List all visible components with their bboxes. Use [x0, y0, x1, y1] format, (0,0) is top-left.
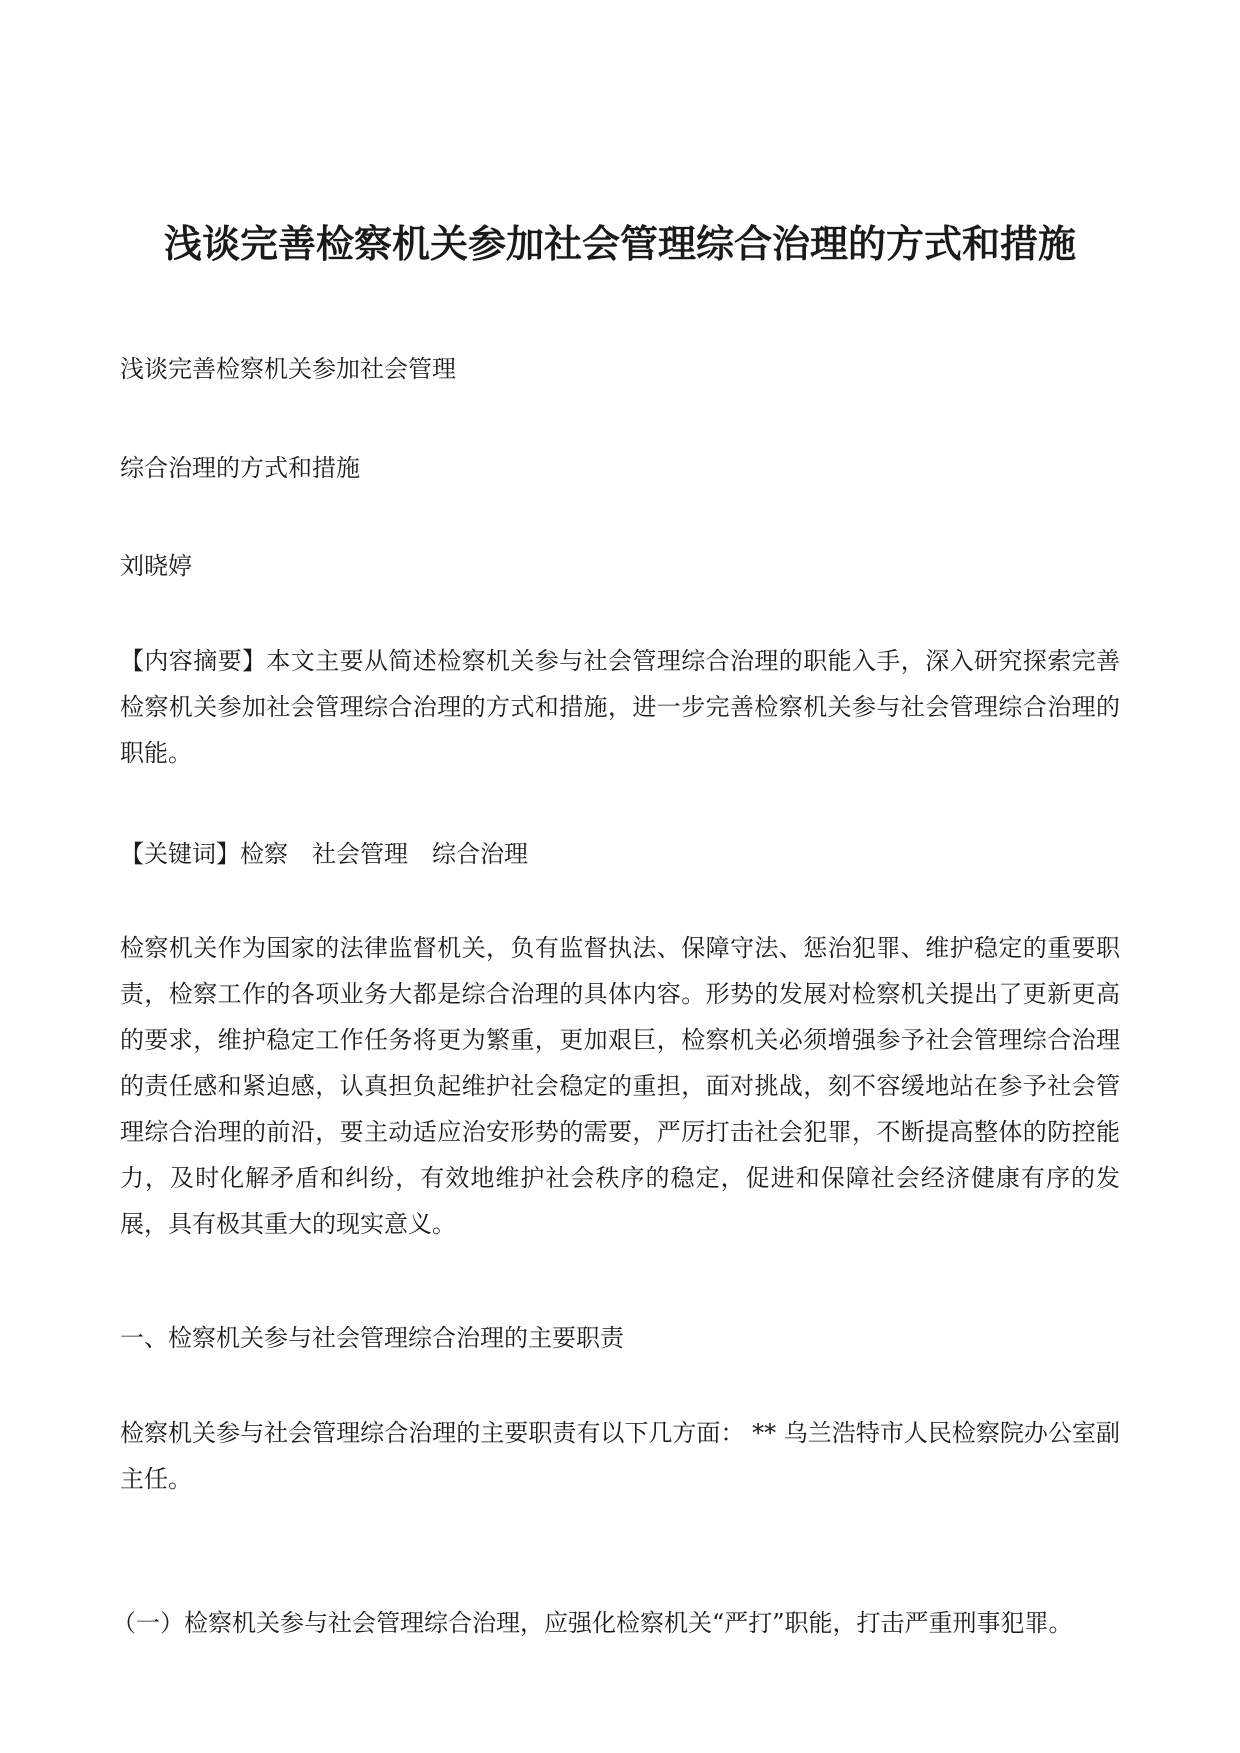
intro-paragraph: 检察机关作为国家的法律监督机关，负有监督执法、保障守法、惩治犯罪、维护稳定的重要职责，检察工作的各项业务大都是综合治理的具体内容。形势的发展对检察机关提出了更新更高的要求，维护稳定工作任务将更为繁重，更加艰巨，检察机关必须增强参予社会管理综合治理的责任感和紧迫感，认真担负起维护社会稳定的重担，面对挑战，刻不容缓地站在参予社会管理综合治理的前沿，要主动适应治安形势的需要，严厉打击社会犯罪，不断提高整体的防控能力，及时化解矛盾和纠纷，有效地维护社会秩序的稳定，促进和保障社会经济健康有序的发展，具有极其重大的现实意义。 [120, 934, 1120, 1238]
keyword-1: 检察 [240, 840, 288, 868]
keywords-label: 【关键词】 [120, 840, 240, 868]
author-name: 刘晓婷 [120, 552, 192, 580]
subtitle-line-1: 浅谈完善检察机关参加社会管理 [120, 355, 456, 383]
item-1-heading: （一）检察机关参与社会管理综合治理，应强化检察机关“严打”职能，打击严重刑事犯罪。 [112, 1609, 1073, 1637]
abstract-paragraph: 【内容摘要】本文主要从简述检察机关参与社会管理综合治理的职能入手，深入研究探索完善检察机关参加社会管理综合治理的方式和措施，进一步完善检察机关参与社会管理综合治理的职能。 [120, 647, 1120, 767]
section-1-heading: 一、检察机关参与社会管理综合治理的主要职责 [120, 1324, 624, 1352]
subtitle-line-2: 综合治理的方式和措施 [120, 454, 360, 482]
keywords-line [120, 838, 528, 870]
keyword-2: 社会管理 [312, 840, 408, 868]
keyword-3: 综合治理 [432, 840, 528, 868]
section-1-intro-paragraph: 检察机关参与社会管理综合治理的主要职责有以下几方面： ** 乌兰浩特市人民检察院办公室副主任。 [120, 1419, 1120, 1493]
document-title: 浅谈完善检察机关参加社会管理综合治理的方式和措施 [163, 222, 1076, 266]
